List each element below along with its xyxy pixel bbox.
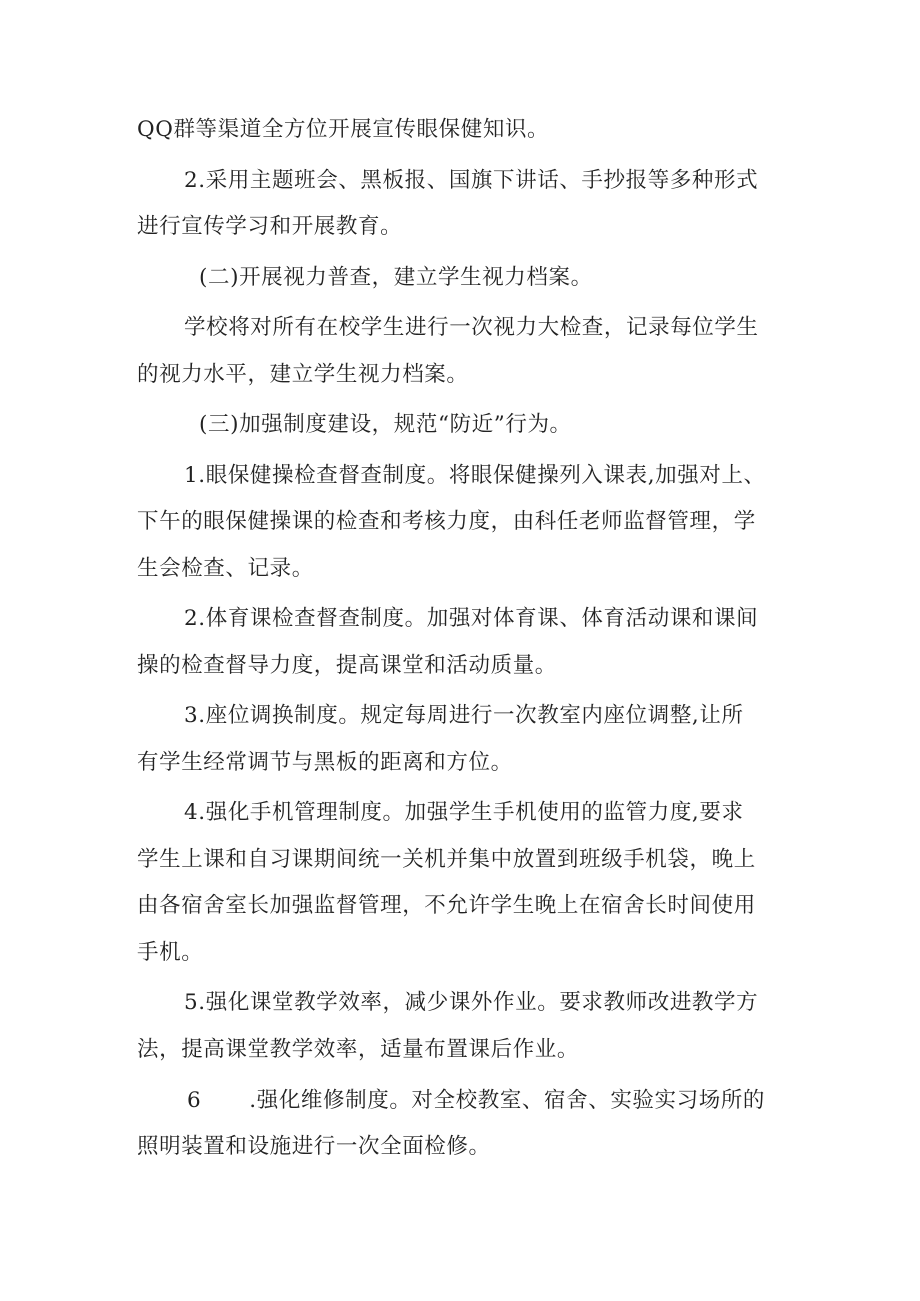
list-item-4-line-2: 学生上课和自习课期间统一关机并集中放置到班级手机袋，晚上 [137, 847, 756, 872]
paragraph-line: 的视力水平，建立学生视力档案。 [137, 362, 469, 387]
list-item-6-text: .强化维修制度。对全校教室、宿舍、实验实习场所的 [249, 1088, 766, 1113]
paragraph-line: 学校将对所有在校学生进行一次视力大检查，记录每位学生 [184, 315, 759, 340]
list-item-1-line-2: 下午的眼保健操课的检查和考核力度，由科任老师监督管理，学 [137, 509, 756, 534]
list-item-1-line-1: 1.眼保健操检查督查制度。将眼保健操列入课表,加强对上、 [184, 463, 766, 488]
list-item-4-line-1: 4.强化手机管理制度。加强学生手机使用的监管力度,要求 [184, 800, 744, 825]
list-item-1-line-3: 生会检查、记录。 [137, 556, 314, 581]
section-heading-2: (二)开展视力普查，建立学生视力档案。 [199, 265, 593, 290]
list-item-5-line-2: 法，提高课堂教学效率，适量布置课后作业。 [137, 1037, 580, 1062]
list-item-3-line-2: 有学生经常调节与黑板的距离和方位。 [137, 750, 513, 775]
text-line: QQ群等渠道全方位开展宣传眼保健知识。 [137, 117, 550, 142]
list-item-4-line-4: 手机。 [137, 940, 204, 965]
list-item-6-line-1 [187, 1086, 920, 1116]
list-item-6-line-2: 照明装置和设施进行一次全面检修。 [137, 1134, 491, 1159]
section-heading-3: (三)加强制度建设，规范“防近”行为。 [199, 412, 572, 437]
list-item-6-number: 6 [187, 1088, 202, 1113]
list-item-3-line-1: 3.座位调换制度。规定每周进行一次教室内座位调整,让所 [184, 703, 744, 728]
list-item-4-line-3: 由各宿舍室长加强监督管理，不允许学生晚上在宿舍长时间使用 [137, 893, 756, 918]
list-item-2-line-1: 2.采用主题班会、黑板报、国旗下讲话、手抄报等多种形式 [184, 168, 759, 193]
list-item-2b-line-2: 操的检查督导力度，提高课堂和活动质量。 [137, 653, 557, 678]
list-item-2-line-2: 进行宣传学习和开展教育。 [137, 214, 403, 239]
list-item-5-line-1: 5.强化课堂教学效率，减少课外作业。要求教师改进教学方 [184, 990, 759, 1015]
list-item-2b-line-1: 2.体育课检查督查制度。加强对体育课、体育活动课和课间 [184, 606, 759, 631]
